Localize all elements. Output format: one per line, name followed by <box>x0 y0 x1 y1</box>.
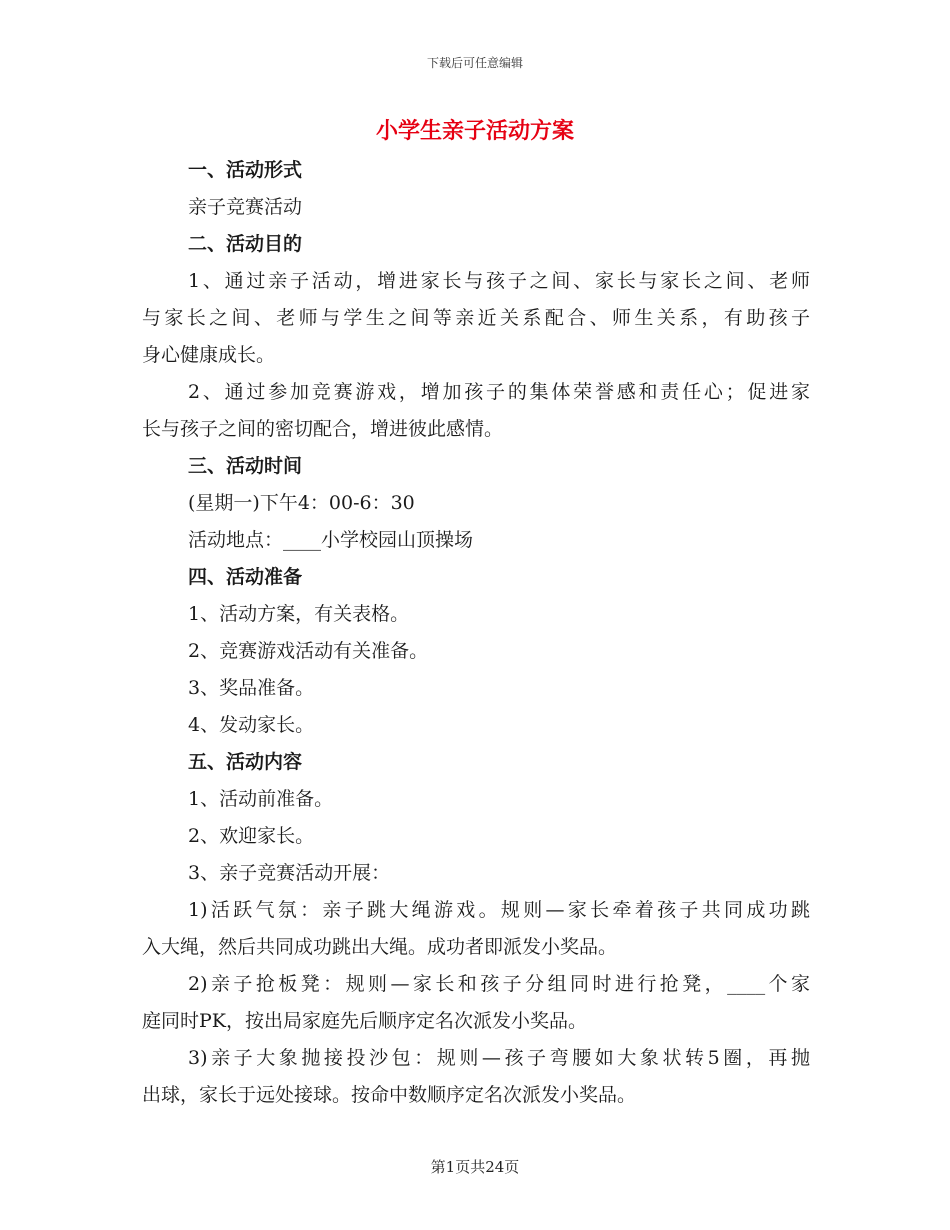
paragraph-line: 与家长之间、老师与学生之间等亲近关系配合、师生关系，有助孩子 <box>142 307 810 329</box>
paragraph-line: 1)活跃气氛：亲子跳大绳游戏。规则—家长牵着孩子共同成功跳 <box>188 899 810 921</box>
paragraph-line: 出球，家长于远处接球。按命中数顺序定名次派发小奖品。 <box>142 1084 637 1106</box>
paragraph-line: 庭同时PK，按出局家庭先后顺序定名次派发小奖品。 <box>142 1010 587 1032</box>
document-title: 小学生亲子活动方案 <box>375 119 574 144</box>
paragraph-line: 3、亲子竞赛活动开展： <box>188 862 391 884</box>
paragraph-line: 1、活动前准备。 <box>188 788 334 810</box>
paragraph-line: 2)亲子抢板凳：规则—家长和孩子分组同时进行抢凳，____个家 <box>188 973 810 995</box>
paragraph-line: 4、发动家长。 <box>188 714 315 736</box>
section-heading: 五、活动内容 <box>188 751 303 773</box>
paragraph-line: 3、奖品准备。 <box>188 677 315 699</box>
paragraph-line: 2、欢迎家长。 <box>188 825 315 847</box>
paragraph-line: 长与孩子之间的密切配合，增进彼此感情。 <box>142 418 504 440</box>
section-heading: 二、活动目的 <box>188 233 303 255</box>
paragraph-line: 2、通过参加竞赛游戏，增加孩子的集体荣誉感和责任心；促进家 <box>188 381 810 403</box>
paragraph-line: 身心健康成长。 <box>142 344 276 366</box>
paragraph-line: (星期一)下午4：00-6：30 <box>188 492 415 514</box>
paragraph-line: 1、活动方案，有关表格。 <box>188 603 410 625</box>
paragraph-line: 活动地点：____小学校园山顶操场 <box>188 529 474 551</box>
section-heading: 三、活动时间 <box>188 455 303 477</box>
document-body <box>142 152 810 1114</box>
page-footer: 第1页共24页 <box>430 1158 520 1176</box>
paragraph-line: 亲子竞赛活动 <box>188 196 303 218</box>
section-heading: 一、活动形式 <box>188 159 303 181</box>
paragraph-line: 1、通过亲子活动，增进家长与孩子之间、家长与家长之间、老师 <box>188 270 810 292</box>
paragraph-line: 入大绳，然后共同成功跳出大绳。成功者即派发小奖品。 <box>142 936 618 958</box>
page-header-note: 下载后可任意编辑 <box>426 56 523 70</box>
paragraph-line: 3)亲子大象抛接投沙包：规则—孩子弯腰如大象状转5圈，再抛 <box>188 1047 810 1069</box>
paragraph-line: 2、竞赛游戏活动有关准备。 <box>188 640 429 662</box>
section-heading: 四、活动准备 <box>188 566 303 588</box>
